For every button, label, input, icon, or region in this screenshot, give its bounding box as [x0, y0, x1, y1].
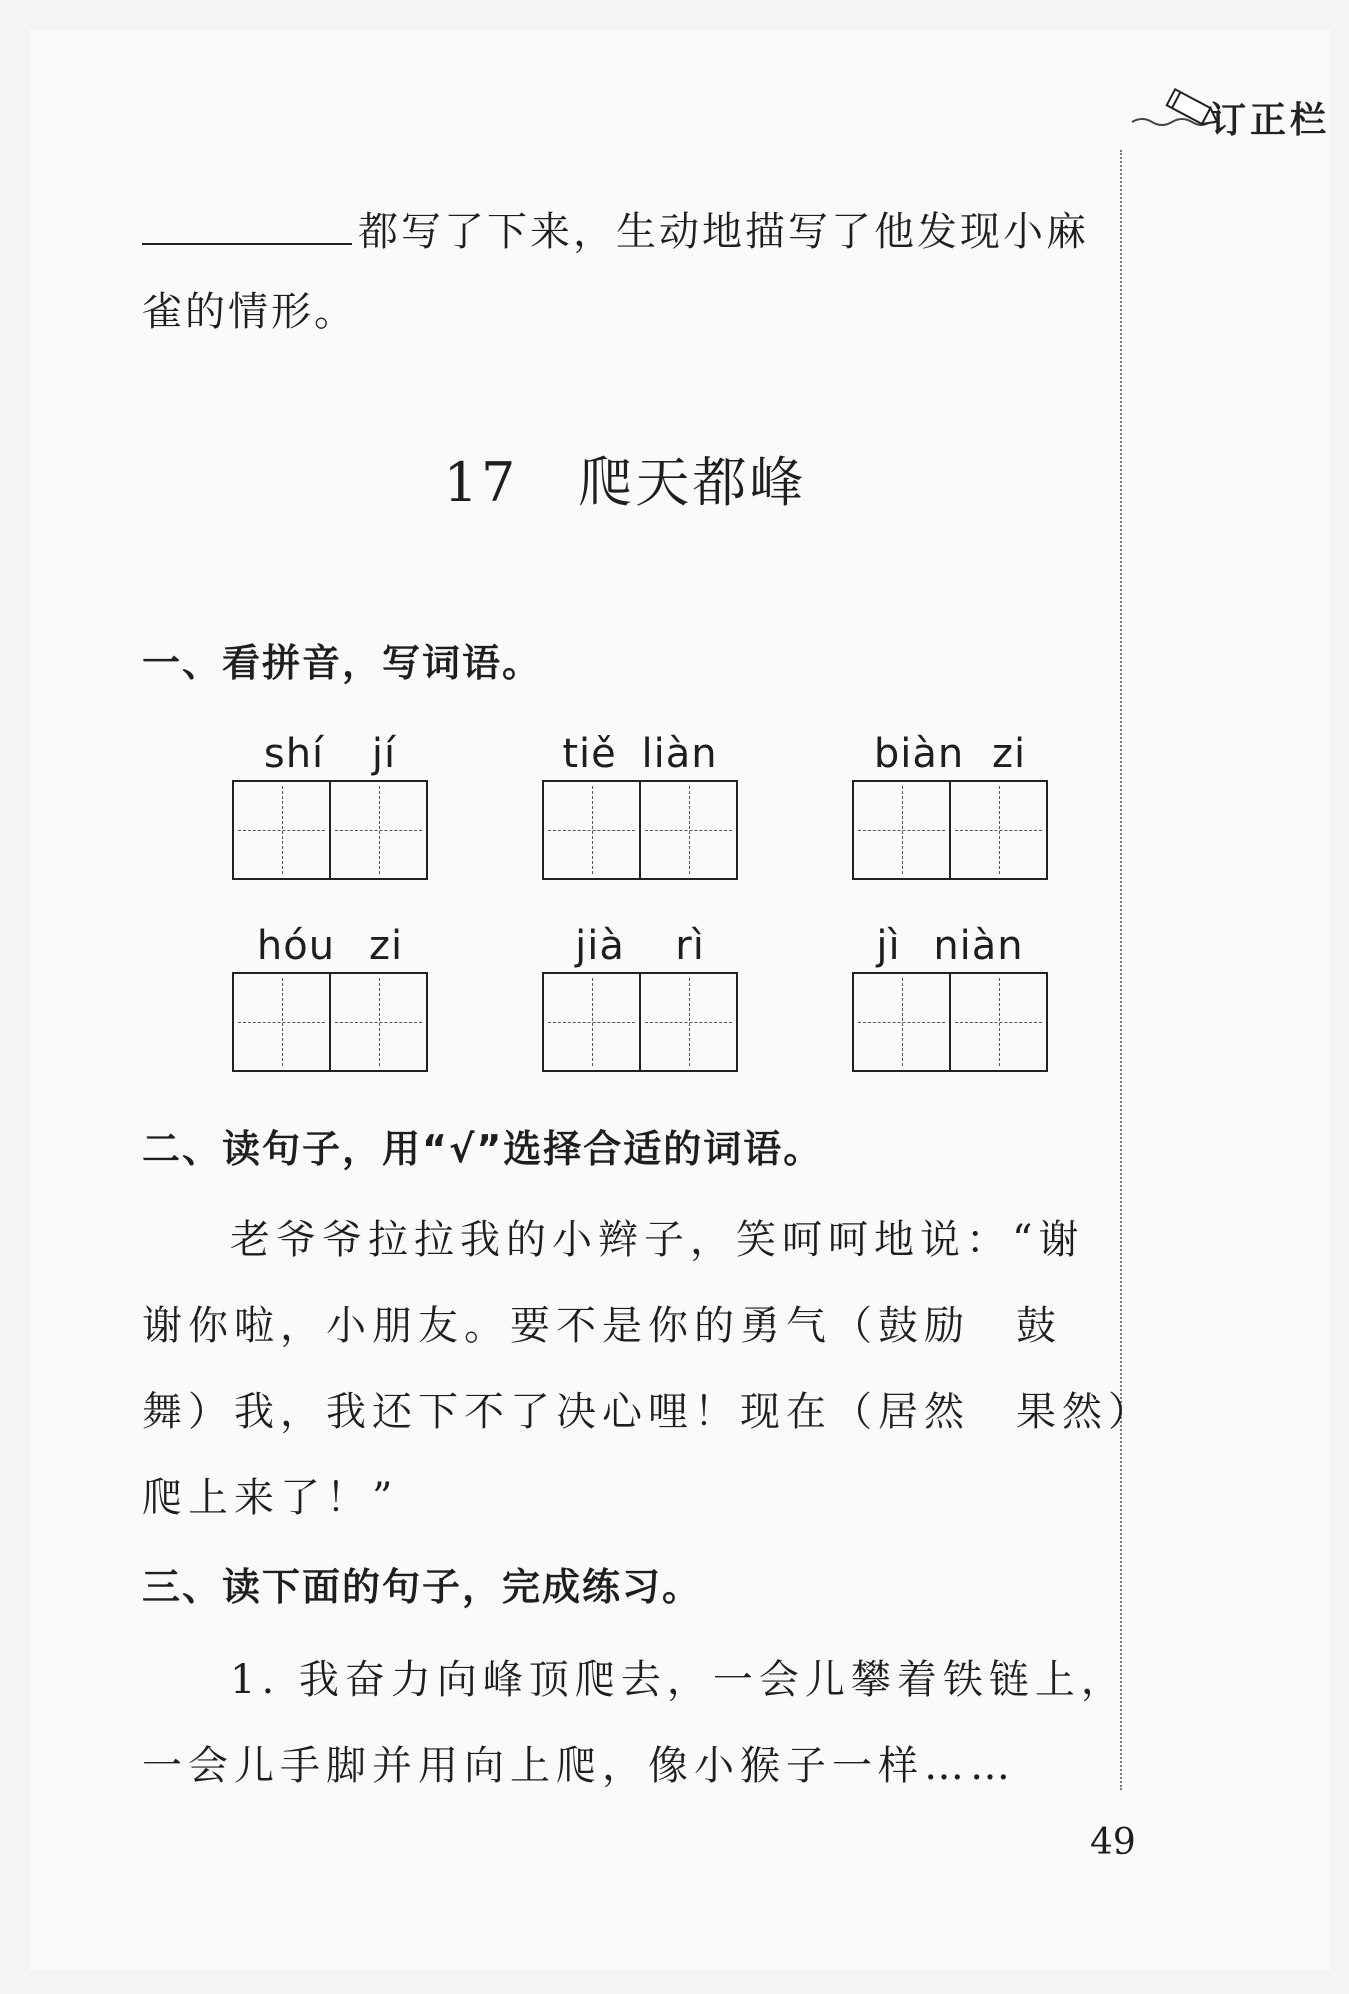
passage-line: 老爷爷拉拉我的小辫子，笑呵呵地说：“谢 [230, 1217, 1085, 1263]
pinyin-item: biàn zi [852, 728, 1048, 880]
section-3-heading: 三、读下面的句子，完成练习。 [142, 1565, 703, 1609]
margin-divider [1120, 150, 1122, 1790]
fill-blank[interactable] [142, 207, 352, 245]
pinyin-item: tiě liàn [542, 728, 738, 880]
top-text-line-1: 都写了下来，生动地描写了他发现小麻 [142, 200, 1102, 257]
passage-line: 谢你啦，小朋友。要不是你的勇气（鼓励 鼓 [142, 1303, 1062, 1349]
correction-column-header [1130, 82, 1349, 142]
writing-grid[interactable] [542, 972, 738, 1072]
passage-line: 舞）我，我还下不了决心哩！现在（居然 果然） [142, 1389, 1154, 1435]
pinyin-item: hóu zi [232, 920, 428, 1072]
passage-line: 爬上来了！” [142, 1475, 399, 1521]
section-1-heading: 一、看拼音，写词语。 [142, 641, 543, 685]
pinyin-item: jià rì [542, 920, 738, 1072]
writing-grid[interactable] [852, 972, 1048, 1072]
pinyin-item: jì niàn [852, 920, 1048, 1072]
correction-column-label: 订正栏 [1210, 100, 1331, 141]
pencil-icon [1130, 82, 1220, 142]
lesson-number: 17 [443, 451, 519, 514]
lesson-name: 爬天都峰 [578, 451, 807, 514]
writing-grid[interactable] [232, 972, 428, 1072]
passage-line: 1. 我奋力向峰顶爬去，一会儿攀着铁链上， [230, 1657, 1127, 1703]
section-2-heading: 二、读句子，用“√”选择合适的词语。 [142, 1127, 824, 1171]
writing-grid[interactable] [542, 780, 738, 880]
pinyin-item: shí jí [232, 728, 428, 880]
top-text-line-2: 雀的情形。 [142, 289, 357, 335]
writing-grid[interactable] [232, 780, 428, 880]
passage-line: 一会儿手脚并用向上爬，像小猴子一样…… [142, 1743, 1016, 1789]
lesson-title [0, 440, 1250, 517]
page-number: 49 [1090, 1822, 1136, 1863]
writing-grid[interactable] [852, 780, 1048, 880]
